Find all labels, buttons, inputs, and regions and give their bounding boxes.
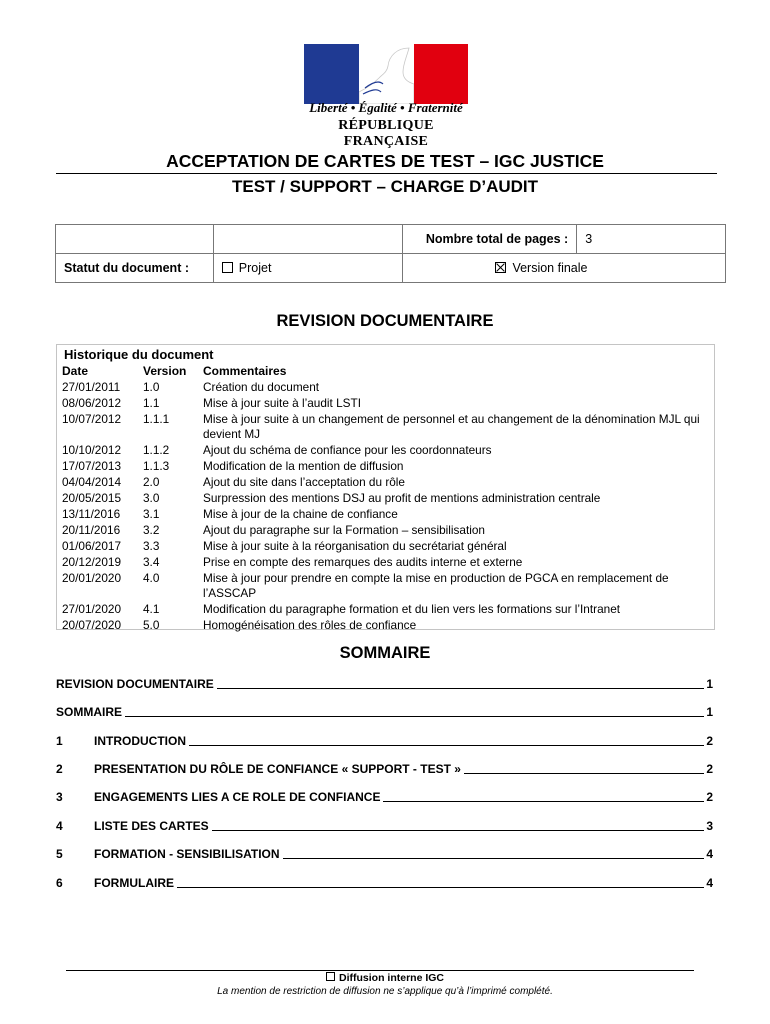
toc-number: 1 <box>56 734 63 748</box>
history-date: 17/07/2013 <box>62 459 122 473</box>
checkbox-icon <box>326 972 335 981</box>
history-comment: Modification de la mention de diffusion <box>203 459 404 473</box>
history-date: 04/04/2014 <box>62 475 122 489</box>
history-version: 1.1.1 <box>143 412 170 426</box>
toc-label[interactable]: FORMATION - SENSIBILISATION <box>94 847 280 861</box>
history-comment: Création du document <box>203 380 320 394</box>
toc-page: 4 <box>706 876 713 890</box>
document-title: ACCEPTATION DE CARTES DE TEST – IGC JUSTICE <box>166 151 604 171</box>
history-date: 20/11/2016 <box>62 523 121 537</box>
toc-page: 3 <box>706 819 713 833</box>
history-date: 10/07/2012 <box>62 412 122 426</box>
history-date: 10/10/2012 <box>62 443 122 457</box>
empty-cell <box>213 225 403 254</box>
marianne-logo <box>296 40 476 149</box>
history-comment: Mise à jour suite à l’audit LSTI <box>203 396 362 410</box>
footer-rule <box>66 970 694 971</box>
republic-name: RÉPUBLIQUE FRANÇAISE <box>338 118 434 149</box>
history-date: 08/06/2012 <box>62 396 122 410</box>
history-date: 20/01/2020 <box>62 571 122 585</box>
toc-label[interactable]: REVISION DOCUMENTAIRE <box>56 677 214 691</box>
history-comment: Ajout du paragraphe sur la Formation – sensibilisation <box>203 523 485 537</box>
history-version: 2.0 <box>143 475 160 489</box>
unchecked-box-icon[interactable] <box>222 262 233 273</box>
french-flag-emblem <box>304 44 468 104</box>
history-date: 13/11/2016 <box>62 507 121 521</box>
history-version: 3.1 <box>143 507 160 521</box>
title-rule <box>56 173 717 174</box>
toc-leader <box>283 858 705 859</box>
toc-label[interactable]: ENGAGEMENTS LIES A CE ROLE DE CONFIANCE <box>94 790 381 804</box>
history-date: 20/05/2015 <box>62 491 122 505</box>
toc-page: 2 <box>706 734 713 748</box>
toc-number: 6 <box>56 876 63 890</box>
pages-label: Nombre total de pages : <box>403 225 577 254</box>
toc-leader <box>177 887 704 888</box>
toc-label[interactable]: SOMMAIRE <box>56 705 122 719</box>
toc-number: 3 <box>56 790 63 804</box>
history-comment: Mise à jour pour prendre en compte la mise en production de PGCA en remplacement de l’ASSCAP <box>203 571 669 600</box>
history-comment: Prise en compte des remarques des audits interne et externe <box>203 555 523 569</box>
final-label: Version finale <box>512 261 588 275</box>
history-date: 27/01/2011 <box>62 380 121 394</box>
toc-entry[interactable] <box>56 677 713 691</box>
toc-leader <box>464 773 704 774</box>
history-version: 1.1 <box>143 396 160 410</box>
history-version: 1.0 <box>143 380 160 394</box>
history-comment: Modification du paragraphe formation et du lien vers les formations sur l’Intranet <box>203 602 621 616</box>
toc-label[interactable]: INTRODUCTION <box>94 734 186 748</box>
history-date: 20/12/2019 <box>62 555 122 569</box>
history-comment: Ajout du schéma de confiance pour les coordonnateurs <box>203 443 492 457</box>
toc-number: 2 <box>56 762 63 776</box>
toc-number: 4 <box>56 819 63 833</box>
toc-entry[interactable] <box>56 819 713 833</box>
republic-motto: Liberté • Égalité • Fraternité <box>309 100 463 115</box>
history-title: Historique du document <box>64 347 214 362</box>
toc-entry[interactable] <box>56 876 713 890</box>
toc-page: 1 <box>706 705 713 719</box>
status-option-draft[interactable] <box>213 254 403 283</box>
history-comment: Mise à jour de la chaine de confiance <box>203 507 398 521</box>
history-version: 1.1.2 <box>143 443 170 457</box>
pages-value: 3 <box>577 225 726 254</box>
history-version: 5.0 <box>143 618 160 632</box>
history-comment: Mise à jour suite à la réorganisation du secrétariat général <box>203 539 507 553</box>
history-comment: Ajout du site dans l’acceptation du rôle <box>203 475 405 489</box>
history-box <box>56 344 715 630</box>
toc-page: 2 <box>706 790 713 804</box>
toc-label[interactable]: PRESENTATION DU RÔLE DE CONFIANCE « SUPPORT - TEST » <box>94 762 461 776</box>
toc-page: 4 <box>706 847 713 861</box>
toc-leader <box>212 830 705 831</box>
history-version: 4.0 <box>143 571 160 585</box>
status-label: Statut du document : <box>56 254 214 283</box>
toc-page: 1 <box>706 677 713 691</box>
header-version: Version <box>143 364 187 378</box>
history-date: 01/06/2017 <box>62 539 122 553</box>
history-version: 3.2 <box>143 523 160 537</box>
toc-leader <box>125 716 704 717</box>
toc-number: 5 <box>56 847 63 861</box>
history-comment: Homogénéisation des rôles de confiance <box>203 618 417 632</box>
toc-page: 2 <box>706 762 713 776</box>
checked-box-icon[interactable] <box>495 262 506 273</box>
history-comment: Mise à jour suite à un changement de personnel et au changement de la dénomination MJL qui devient MJ <box>203 412 700 441</box>
toc-leader <box>189 745 704 746</box>
status-table <box>55 224 726 283</box>
document-subtitle: TEST / SUPPORT – CHARGE D’AUDIT <box>231 177 539 196</box>
empty-cell <box>56 225 214 254</box>
toc-entry[interactable] <box>56 762 713 776</box>
header-comment: Commentaires <box>203 364 287 378</box>
summary-heading: SOMMAIRE <box>339 644 431 662</box>
status-option-final[interactable] <box>403 254 726 283</box>
history-version: 1.1.3 <box>143 459 170 473</box>
history-version: 3.3 <box>143 539 160 553</box>
toc-label[interactable]: LISTE DES CARTES <box>94 819 209 833</box>
history-comment: Surpression des mentions DSJ au profit de mentions administration centrale <box>203 491 601 505</box>
toc-entry[interactable] <box>56 734 713 748</box>
toc-label[interactable]: FORMULAIRE <box>94 876 174 890</box>
footer-diffusion <box>0 972 770 984</box>
toc-entry[interactable] <box>56 790 713 804</box>
toc-leader <box>217 688 705 689</box>
toc-leader <box>383 801 704 802</box>
history-version: 3.0 <box>143 491 160 505</box>
marianne-profile-icon <box>359 44 414 104</box>
history-date: 27/01/2020 <box>62 602 122 616</box>
header-date: Date <box>62 364 89 378</box>
toc-entry[interactable] <box>56 705 713 719</box>
diffusion-label: Diffusion interne IGC <box>339 972 444 984</box>
revision-heading: REVISION DOCUMENTAIRE <box>276 312 494 330</box>
history-version: 3.4 <box>143 555 160 569</box>
toc-entry[interactable] <box>56 847 713 861</box>
history-version: 4.1 <box>143 602 160 616</box>
history-date: 20/07/2020 <box>62 618 122 632</box>
draft-label: Projet <box>238 261 272 275</box>
footer-mention: La mention de restriction de diffusion ne s’applique qu’à l’imprimé complété. <box>217 986 553 997</box>
